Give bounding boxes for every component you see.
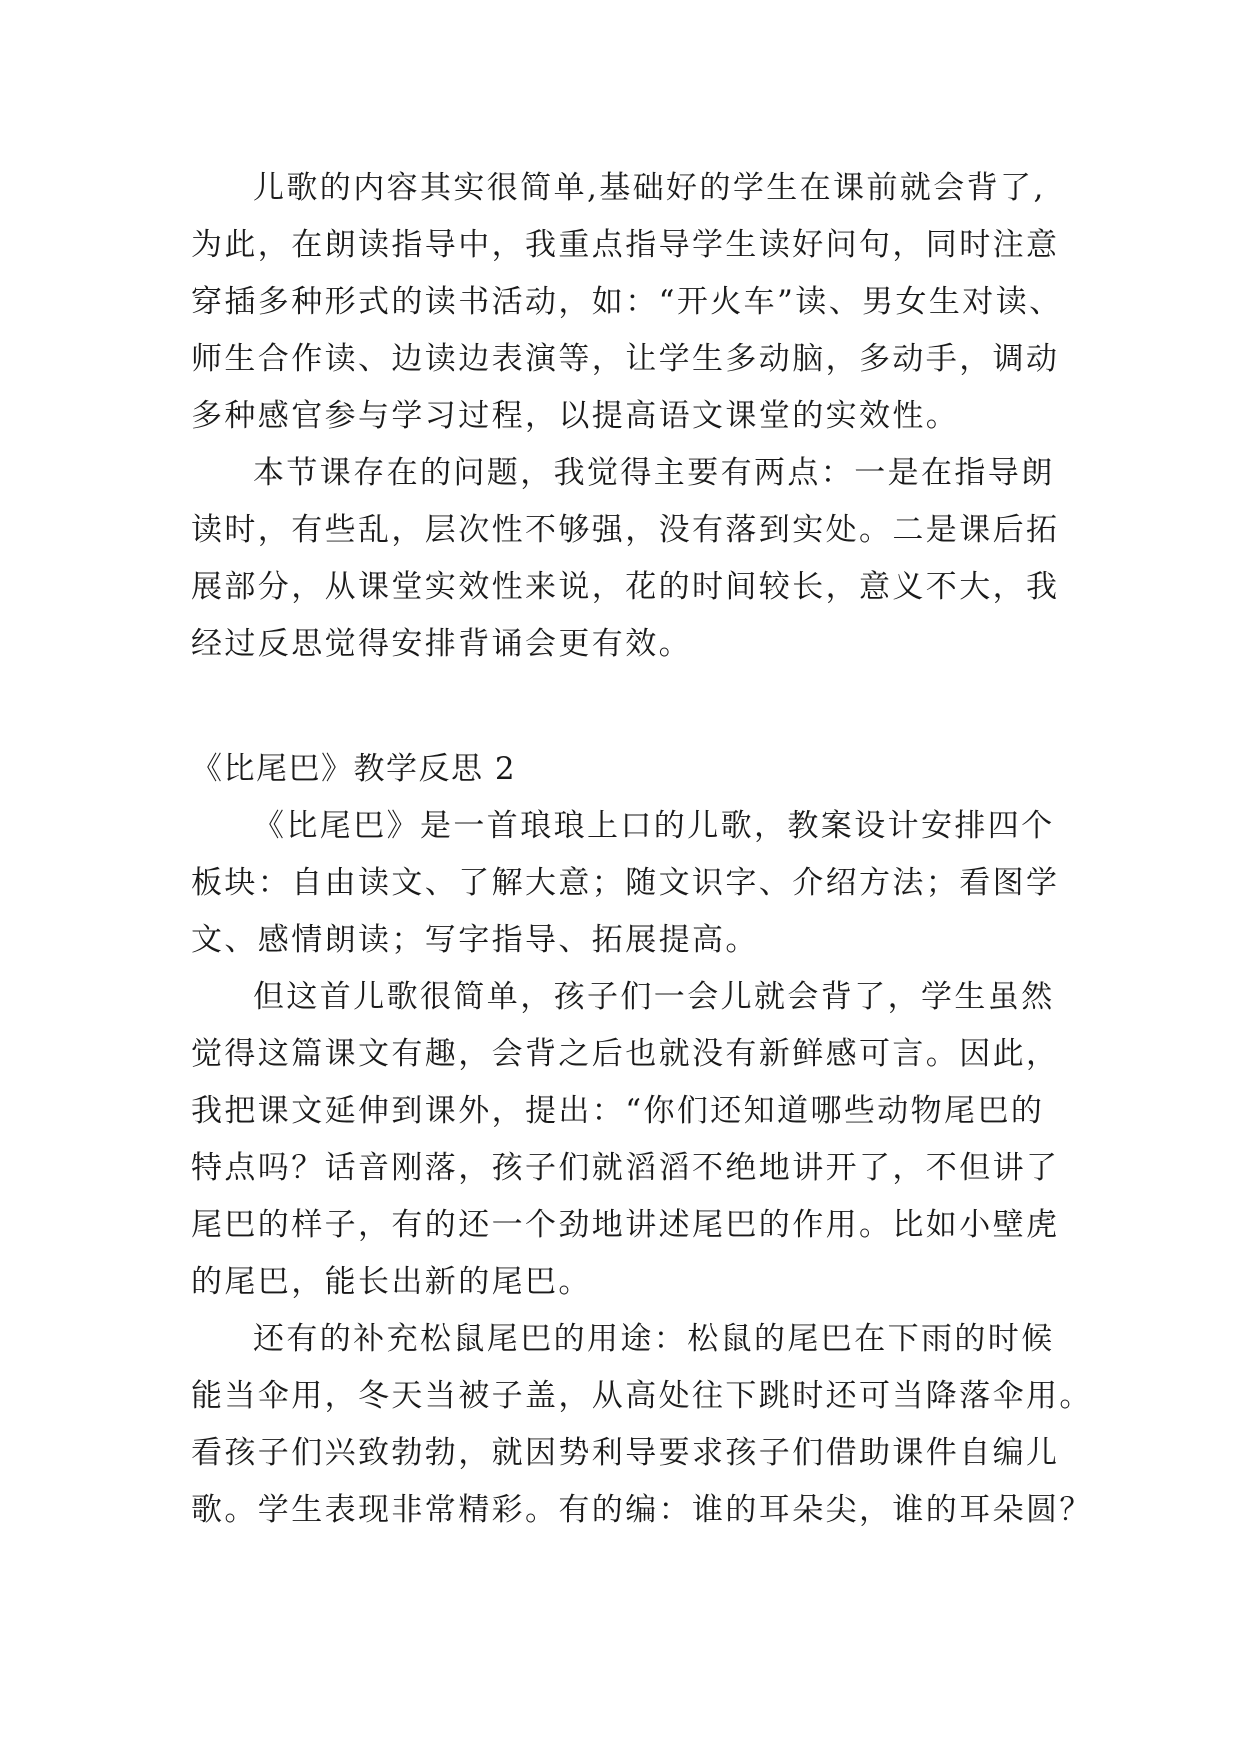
text-line: 觉得这篇课文有趣，会背之后也就没有新鲜感可言。因此，: [191, 1036, 1060, 1072]
text-line: 还有的补充松鼠尾巴的用途：松鼠的尾巴在下雨的时候: [253, 1321, 1055, 1357]
text-line: 歌。学生表现非常精彩。有的编：谁的耳朵尖，谁的耳朵圆？: [191, 1492, 1093, 1528]
text-line: 文、感情朗读；写字指导、拓展提高。: [191, 922, 759, 958]
text-line: 经过反思觉得安排背诵会更有效。: [191, 626, 692, 662]
section-title: 《比尾巴》教学反思 2: [191, 751, 517, 787]
text-line: 师生合作读、边读边表演等，让学生多动脑，多动手，调动: [191, 341, 1060, 377]
text-line: 展部分，从课堂实效性来说，花的时间较长，意义不大，我: [191, 569, 1060, 605]
text-line: 板块：自由读文、了解大意；随文识字、介绍方法；看图学: [191, 865, 1060, 901]
text-line: 本节课存在的问题，我觉得主要有两点：一是在指导朗: [253, 455, 1055, 491]
text-line: 读时，有些乱，层次性不够强，没有落到实处。二是课后拓: [191, 512, 1060, 548]
text-line: 尾巴的样子，有的还一个劲地讲述尾巴的作用。比如小壁虎: [191, 1207, 1060, 1243]
text-line: 为此，在朗读指导中，我重点指导学生读好问句，同时注意: [191, 227, 1060, 263]
text-line: 我把课文延伸到课外，提出：“你们还知道哪些动物尾巴的: [191, 1093, 1045, 1129]
text-line: 但这首儿歌很简单，孩子们一会儿就会背了，学生虽然: [253, 979, 1055, 1015]
text-line: 《比尾巴》是一首琅琅上口的儿歌，教案设计安排四个: [253, 808, 1055, 844]
text-line: 穿插多种形式的读书活动，如：“开火车”读、男女生对读、: [191, 284, 1063, 320]
text-line: 能当伞用，冬天当被子盖，从高处往下跳时还可当降落伞用。: [191, 1378, 1093, 1414]
text-line: 多种感官参与学习过程，以提高语文课堂的实效性。: [191, 398, 960, 434]
text-line: 特点吗？话音刚落，孩子们就滔滔不绝地讲开了，不但讲了: [191, 1150, 1060, 1186]
text-line: 的尾巴，能长出新的尾巴。: [191, 1264, 592, 1300]
text-line: 看孩子们兴致勃勃，就因势利导要求孩子们借助课件自编儿: [191, 1435, 1060, 1471]
text-line: 儿歌的内容其实很简单,基础好的学生在课前就会背了,: [253, 170, 1046, 206]
